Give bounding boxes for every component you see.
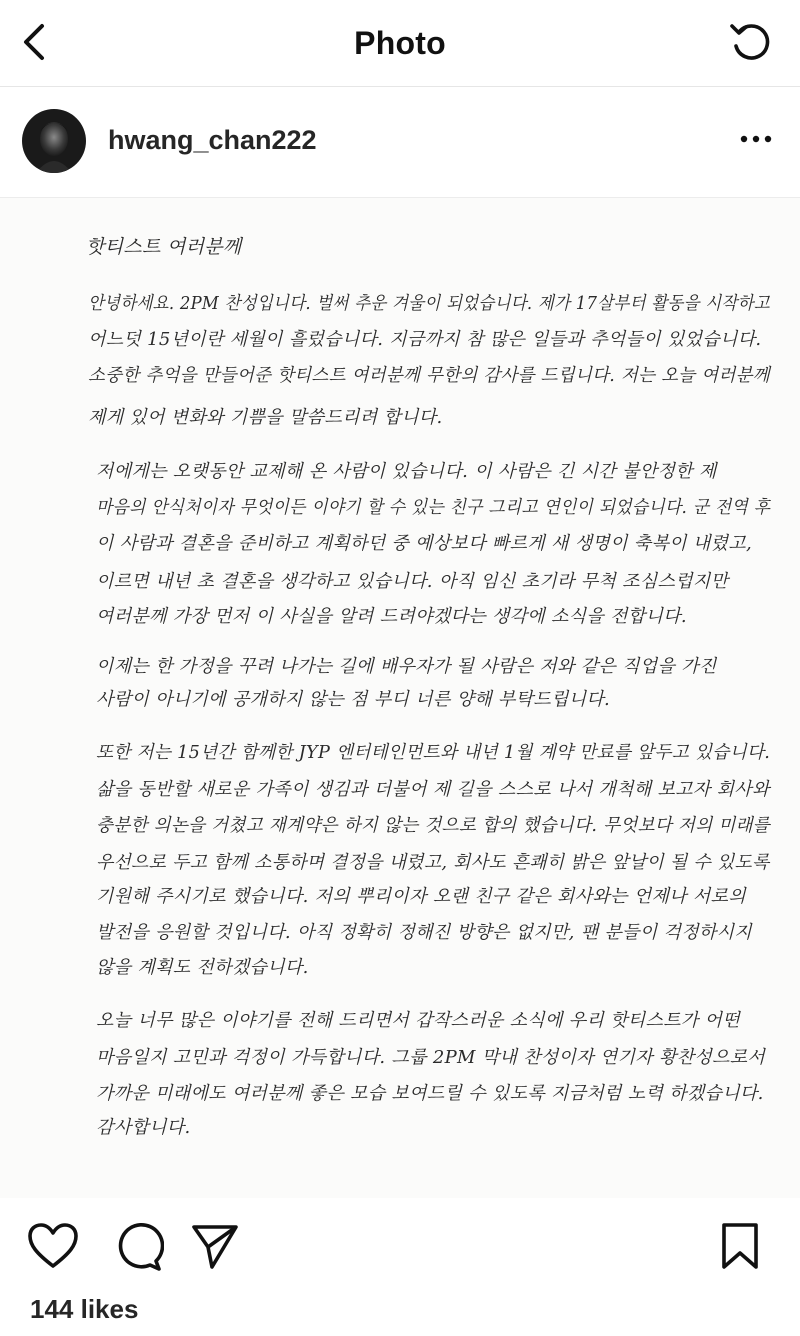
letter-greeting: 핫티스트 여러분께 (86, 236, 242, 258)
send-icon[interactable] (190, 1221, 240, 1271)
letter-line: 감사합니다. (96, 1117, 191, 1138)
letter-line: 않을 계획도 전하겠습니다. (96, 957, 309, 978)
letter-line: 가까운 미래에도 여러분께 좋은 모습 보여드릴 수 있도록 지금처럼 노력 하겠습니다. (96, 1083, 764, 1104)
letter-line: 또한 저는 15년간 함께한 JYP 엔터테인먼트와 내년 1월 계약 만료를 앞두고 있습니다. (96, 742, 771, 763)
letter-line: 오늘 너무 많은 이야기를 전해 드리면서 갑작스러운 소식에 우리 핫티스트가 어떤 (96, 1010, 740, 1031)
letter-line: 이제는 한 가정을 꾸려 나가는 길에 배우자가 될 사람은 저와 같은 직업을 가진 (96, 656, 717, 677)
avatar[interactable] (22, 109, 86, 173)
letter-line: 어느덧 15년이란 세월이 흘렀습니다. 지금까지 참 많은 일들과 추억들이 있었습니다. (88, 329, 762, 350)
letter-line: 저에게는 오랫동안 교제해 온 사람이 있습니다. 이 사람은 긴 시간 불안정한 제 (96, 461, 717, 482)
letter-line: 소중한 추억을 만들어준 핫티스트 여러분께 무한의 감사를 드립니다. 저는 오늘 여러분께 (88, 365, 770, 386)
comment-icon[interactable] (112, 1221, 164, 1273)
letter-line: 기원해 주시기로 했습니다. 저의 뿌리이자 오랜 친구 같은 회사와는 언제나 서로의 (96, 886, 746, 907)
more-horizontal-icon[interactable] (738, 127, 774, 151)
letter-line: 삶을 동반할 새로운 가족이 생김과 더불어 제 길을 스스로 나서 개척해 보고자 회사와 (96, 779, 770, 800)
chevron-left-icon[interactable] (14, 20, 58, 64)
letter-line: 마음일지 고민과 걱정이 가득합니다. 그룹 2PM 막내 찬성이자 연기자 황찬성으로서 (96, 1047, 766, 1068)
top-nav-bar (0, 0, 800, 87)
letter-line: 우선으로 두고 함께 소통하며 결정을 내렸고, 회사도 흔쾌히 밝은 앞날이 될 수 있도록 (96, 852, 770, 873)
letter-line: 여러분께 가장 먼저 이 사실을 알려 드려야겠다는 생각에 소식을 전합니다. (96, 606, 687, 627)
heart-icon[interactable] (26, 1221, 80, 1271)
letter-line: 안녕하세요. 2PM 찬성입니다. 벌써 추운 겨울이 되었습니다. 제가 17살부터 활동을 시작하고 (88, 293, 770, 314)
letter-line: 발전을 응원할 것입니다. 아직 정확히 정해진 방향은 없지만, 팬 분들이 걱정하시지 (96, 922, 752, 943)
post-action-bar (0, 1205, 800, 1285)
letter-line: 제게 있어 변화와 기쁨을 말씀드리려 합니다. (88, 407, 443, 428)
refresh-icon[interactable] (726, 18, 774, 66)
letter-line: 마음의 안식처이자 무엇이든 이야기 할 수 있는 친구 그리고 연인이 되었습니다. 군 전역 후 (96, 497, 771, 518)
letter-line: 사람이 아니기에 공개하지 않는 점 부디 너른 양해 부탁드립니다. (96, 689, 611, 710)
likes-count[interactable]: 144 likes (30, 1294, 139, 1324)
bookmark-icon[interactable] (720, 1221, 760, 1271)
letter-line: 이 사람과 결혼을 준비하고 계획하던 중 예상보다 빠르게 새 생명이 축복이 내렸고, (96, 533, 752, 554)
post-photo-letter (0, 198, 800, 1198)
username[interactable]: hwang_chan222 (108, 125, 317, 155)
post-header (0, 87, 800, 198)
letter-line: 이르면 내년 초 결혼을 생각하고 있습니다. 아직 임신 초기라 무척 조심스럽지만 (96, 571, 729, 592)
avatar-image (22, 109, 86, 173)
letter-line: 충분한 의논을 거쳤고 재계약은 하지 않는 것으로 합의 했습니다. 무엇보다 저의 미래를 (96, 815, 771, 836)
page-title: Photo (354, 24, 446, 61)
